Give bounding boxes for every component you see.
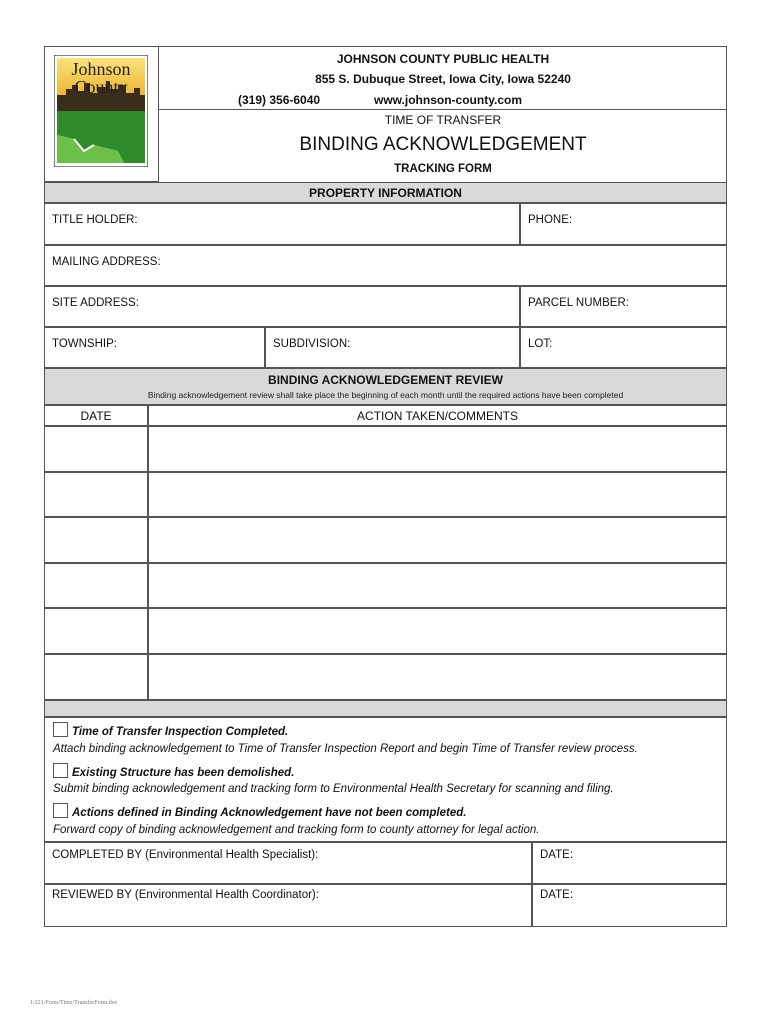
review-note: Binding acknowledgement review shall take place the beginning of each month until the required actions have been completed [147, 390, 624, 400]
review-section-header [44, 368, 727, 405]
options-block [44, 717, 727, 842]
review-row-2-date[interactable] [44, 472, 148, 517]
review-row-5-date[interactable] [44, 608, 148, 654]
johnson-county-logo [54, 55, 148, 167]
org-website[interactable]: www.johnson-county.com [374, 93, 522, 107]
option-1-checkbox[interactable] [53, 722, 68, 737]
option-1[interactable] [53, 722, 288, 740]
review-row-2-action[interactable] [148, 472, 727, 517]
review-row-3-date[interactable] [44, 517, 148, 563]
review-row-3-action[interactable] [148, 517, 727, 563]
subdivision-field[interactable] [265, 327, 520, 368]
parcel-number-label: PARCEL NUMBER: [528, 297, 629, 309]
logo-text-county: County [74, 77, 128, 97]
form-name: TRACKING FORM [394, 163, 492, 175]
review-row-4-action[interactable] [148, 563, 727, 608]
logo-cell [44, 46, 159, 182]
form-title: BINDING ACKNOWLEDGEMENT [299, 134, 587, 155]
date-column-label: DATE [80, 409, 112, 423]
org-name: JOHNSON COUNTY PUBLIC HEALTH [336, 52, 550, 66]
site-address-label: SITE ADDRESS: [52, 297, 139, 309]
property-section-header [44, 182, 727, 203]
options-separator [44, 700, 727, 717]
phone-field[interactable] [520, 203, 727, 245]
reviewed-date-label: DATE: [540, 889, 574, 901]
parcel-number-field[interactable] [520, 286, 727, 327]
completed-date-field[interactable] [532, 842, 727, 884]
title-holder-label: TITLE HOLDER: [52, 214, 138, 226]
subdivision-label: SUBDIVISION: [273, 338, 351, 350]
title-holder-field[interactable] [44, 203, 520, 245]
review-section-title: BINDING ACKNOWLEDGEMENT REVIEW [268, 373, 503, 387]
org-address: 855 S. Dubuque Street, Iowa City, Iowa 52240 [315, 72, 571, 86]
review-row-1-date[interactable] [44, 426, 148, 472]
review-row-1-action[interactable] [148, 426, 727, 472]
action-column-header [148, 405, 727, 426]
option-2[interactable] [53, 763, 294, 781]
lot-label: LOT: [528, 338, 553, 350]
option-3-checkbox[interactable] [53, 803, 68, 818]
option-3-label: Actions defined in Binding Acknowledgement have not been completed. [72, 807, 467, 819]
option-2-instruction: Submit binding acknowledgement and tracking form to Environmental Health Secretary for scanning and filing. [53, 783, 614, 795]
phone-label: PHONE: [528, 214, 573, 226]
completed-by-label: COMPLETED BY (Environmental Health Specialist): [52, 849, 319, 861]
option-1-instruction: Attach binding acknowledgement to Time of Transfer Inspection Report and begin Time of Transfer review process. [53, 743, 638, 755]
review-row-5-action[interactable] [148, 608, 727, 654]
completed-date-label: DATE: [540, 849, 574, 861]
option-1-label: Time of Transfer Inspection Completed. [72, 726, 289, 738]
option-2-label: Existing Structure has been demolished. [72, 767, 295, 779]
lot-field[interactable] [520, 327, 727, 368]
logo-text-johnson: Johnson [71, 59, 131, 79]
option-3-instruction: Forward copy of binding acknowledgement and tracking form to county attorney for legal action. [53, 824, 540, 836]
township-field[interactable] [44, 327, 265, 368]
header-cell [159, 46, 727, 182]
review-row-4-date[interactable] [44, 563, 148, 608]
review-row-6-action[interactable] [148, 654, 727, 700]
option-3[interactable] [53, 803, 466, 821]
mailing-address-label: MAILING ADDRESS: [52, 256, 161, 268]
org-phone: (319) 356-6040 [238, 93, 321, 107]
reviewed-by-field[interactable] [44, 884, 532, 927]
review-row-6-date[interactable] [44, 654, 148, 700]
option-2-checkbox[interactable] [53, 763, 68, 778]
header-divider [159, 109, 727, 110]
completed-by-field[interactable] [44, 842, 532, 884]
reviewed-date-field[interactable] [532, 884, 727, 927]
footer-file-path: 1/221/Form/Time/TransferForm.doc [30, 1000, 118, 1006]
date-column-header [44, 405, 148, 426]
action-column-label: ACTION TAKEN/COMMENTS [357, 409, 518, 423]
property-section-title: PROPERTY INFORMATION [309, 186, 462, 200]
reviewed-by-label: REVIEWED BY (Environmental Health Coordinator): [52, 889, 319, 901]
township-label: TOWNSHIP: [52, 338, 117, 350]
form-subtitle: TIME OF TRANSFER [384, 113, 502, 127]
site-address-field[interactable] [44, 286, 520, 327]
mailing-address-field[interactable] [44, 245, 727, 286]
